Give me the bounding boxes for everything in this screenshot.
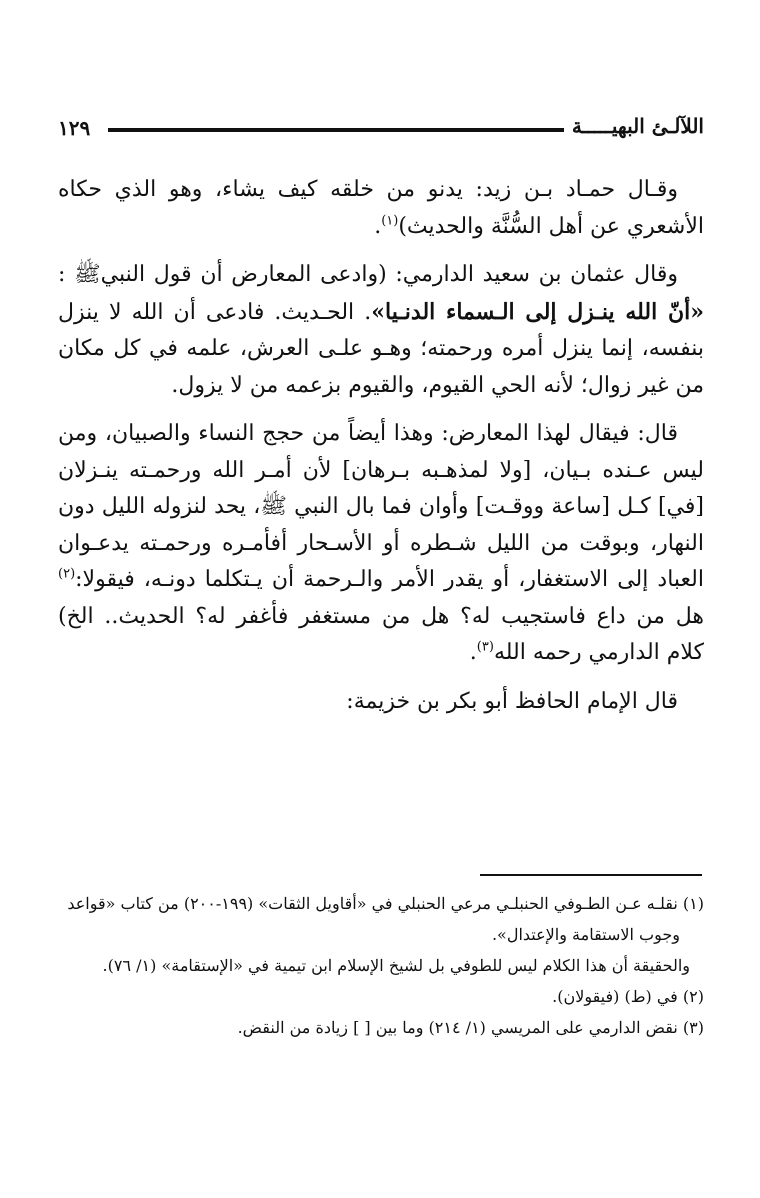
hadith-quote: «أنّ الله ينـزل إلى الـسماء الدنـيا» xyxy=(371,298,704,325)
footnote-rule xyxy=(480,874,702,876)
paragraph-text: قال: فيقال لهذا المعارض: وهذا أيضاً من حجج النساء والصبيان، ومن ليس عـنده بـيان، [ولا لمذهـبه بـرهان] لأن أمـر الله ورحمـته ينـزلان [في] كـل [ساعة ووقـت] وأوان فما بال النبي ﷺ، يحد لنزوله الليل دون النهار، وبوقت من الليل شـطره أو الأسـحار أفأمـره ورحمـته يدعـوان العباد إلى الاستغفار، أو يقدر الأمر والـرحمة أن يـتكلما دونـه، فيقولا: xyxy=(58,421,704,592)
footnote-1: (١) نقلـه عـن الطـوفي الحنبلـي مرعي الحنبلي في «أقاويل الثقات» (١٩٩-٢٠٠) من كتاب «قواعد xyxy=(67,894,704,913)
paragraph-3 xyxy=(58,416,704,672)
book-title: اللآلـئ البهيـــــة xyxy=(571,114,704,138)
paragraph-text-cont: . الحـديث. فادعى أن الله لا ينزل بنفسه، إنما ينزل أمره ورحمته؛ وهـو علـى العرش، علمه في كل مكان من غير زوال؛ لأنه الحي القيوم، والقيوم بزعمه من لا يزول. xyxy=(58,299,705,398)
paragraph-end: . xyxy=(374,213,382,239)
footnote-1-remark: والحقيقة أن هذا الكلام ليس للطوفي بل لشيخ الإسلام ابن تيمية في «الإستقامة» (١/ ٧٦). xyxy=(102,956,690,975)
paragraph-text: وقـال حمـاد بـن زيد: يدنو من خلقه كيف يشاء، وهو الذي حكاه الأشعري عن أهل السُّنَّة والحديث) xyxy=(58,177,704,239)
footnote-ref: (٢) xyxy=(58,566,76,582)
paragraph-end: . xyxy=(469,640,477,665)
paragraph-2 xyxy=(58,257,704,404)
paragraph-4 xyxy=(58,684,704,721)
footnote-2: (٢) في (ط) (فيقولان). xyxy=(552,987,704,1006)
footnote-3: (٣) نقض الدارمي على المريسي (١/ ٢١٤) وما بين [ ] زيادة من النقض. xyxy=(237,1018,704,1037)
footnote-ref: (٣) xyxy=(476,639,494,655)
paragraph-1 xyxy=(58,172,704,245)
running-header xyxy=(58,112,704,148)
main-text xyxy=(58,172,704,732)
header-rule xyxy=(108,128,564,132)
paragraph-text: قال الإمام الحافظ أبو بكر بن خزيمة: xyxy=(346,688,678,714)
page-number: ١٢٩ xyxy=(58,116,91,140)
paragraph-text: وقال عثمان بن سعيد الدارمي: (وادعى المعارض أن قول النبيﷺ : xyxy=(58,262,678,287)
footnote-ref: (١) xyxy=(381,213,399,229)
paragraph-text-cont: هل من داع فاستجيب له؟ هل من مستغفر فأغفر له؟ الحديث.. الخ) كلام الدارمي رحمه الله xyxy=(58,603,704,665)
footnotes xyxy=(58,888,704,1043)
footnote-1-cont: وجوب الاستقامة والإعتدال». xyxy=(491,925,680,944)
